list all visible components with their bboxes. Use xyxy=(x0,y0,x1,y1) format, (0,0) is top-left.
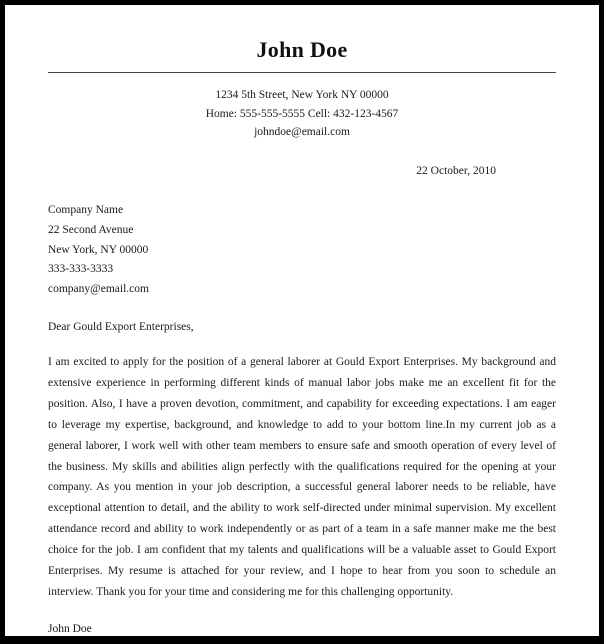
letter-page xyxy=(5,5,599,636)
contact-phone: Home: 555-555-5555 Cell: 432-123-4567 xyxy=(205,107,399,120)
signature-name: John Doe xyxy=(48,622,92,635)
recipient-email: company@email.com xyxy=(48,283,149,296)
recipient-address-block xyxy=(48,201,556,300)
letter-body: I am excited to apply for the position of a general laborer at Gould Export Enterprises. My background and extensive experience in performing different kinds of manual labor jobs make me an excellent fit for the position. Also, I have a proven devotion, commitment, and capability for exceeding expectations. I am eager to leverage my expertise, background, and knowledge to add to your bottom line.In my current job as a general laborer, I work well with other team members to ensure safe and smooth operation of every level of the business. My skills and abilities align perfectly with the qualifications required for the opening at your company. As you mention in your job description, a successful general laborer needs to be reliable, have exceptional attention to detail, and the ability to work self-directed under minimal supervision. My excellent attendance record and ability to work independently or as part of a team in a safe manner make me the best choice for the job. I am confident that my talents and qualifications will be a valuable asset to Gould Export Enterprises. My resume is attached for your review, and I hope to hear from you soon to schedule an interview. Thank you for your time and considering me for this challenging opportunity. xyxy=(48,355,556,599)
contact-address: 1234 5th Street, New York NY 00000 xyxy=(215,89,389,102)
header-divider xyxy=(48,72,556,73)
recipient-phone: 333-333-3333 xyxy=(48,263,114,276)
recipient-street: 22 Second Avenue xyxy=(48,223,134,236)
recipient-company: Company Name xyxy=(48,204,124,217)
contact-info-block xyxy=(48,86,556,142)
contact-email: johndoe@email.com xyxy=(254,126,350,139)
letter-date: 22 October, 2010 xyxy=(416,165,496,178)
page-title: John Doe xyxy=(256,37,348,62)
recipient-city-state-zip: New York, NY 00000 xyxy=(48,243,149,256)
salutation: Dear Gould Export Enterprises, xyxy=(48,320,194,333)
